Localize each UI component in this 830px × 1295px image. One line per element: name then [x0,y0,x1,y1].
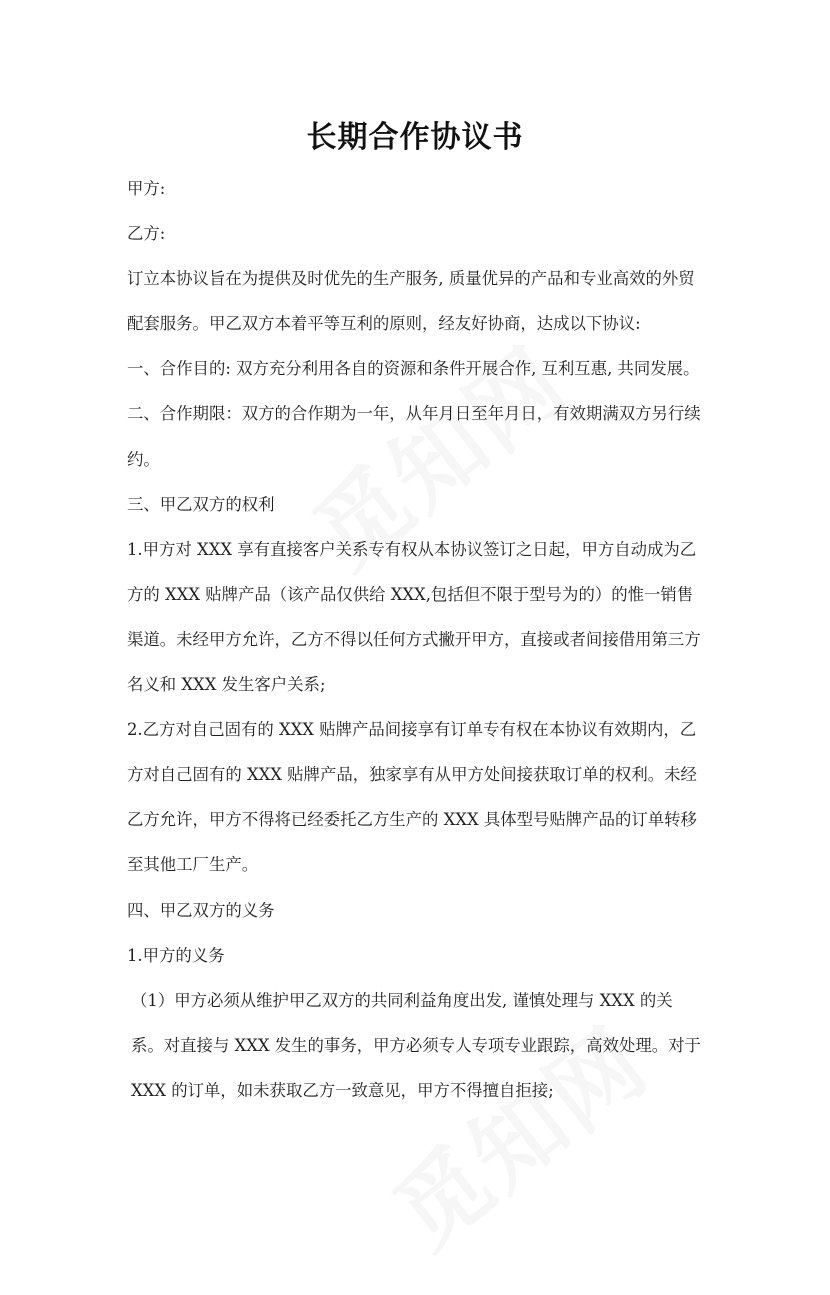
rights-clause-2: 2.乙方对自己固有的 XXX 贴牌产品间接享有订单专有权在本协议有效期内，乙方对自己固有的 XXX 贴牌产品，独家享有从甲方处间接获取订单的权利。未经乙方允许，甲方不得将已经委托乙方生产的 XXX 具体型号贴牌产品的订单转移至其他工厂生产。 [127,720,697,875]
rights-clause-1: 1.甲方对 XXX 享有直接客户关系专有权从本协议签订之日起，甲方自动成为乙方的 XXX 贴牌产品（该产品仅供给 XXX,包括但不限于型号为的）的惟一销售渠道。未经甲方允许，乙方不得以任何方式撇开甲方，直接或者间接借用第三方名义和 XXX 发生客户关系; [127,539,701,695]
preamble-paragraph: 订立本协议旨在为提供及时优先的生产服务, 质量优异的产品和专业高效的外贸配套服务。甲乙双方本着平等互利的原则，经友好协商，达成以下协议: [127,269,695,334]
party-b-line: 乙方: [127,224,166,244]
document-body [127,166,705,1113]
section-heading-rights: 三、甲乙双方的权利 [127,494,275,514]
document-title: 长期合作协议书 [306,120,524,155]
party-a-line: 甲方: [127,179,166,198]
obligation-clause-1: （1）甲方必须从维护甲乙双方的共同利益角度出发, 谨慎处理与 XXX 的关系。对直接与 XXX 发生的事务，甲方必须专人专项专业跟踪，高效处理。对于 XXX 的订单，如未获取乙方一致意见，甲方不得擅自拒接; [131,990,701,1100]
section-heading-obligations: 四、甲乙双方的义务 [127,900,275,920]
obligations-subheading-party-a: 1.甲方的义务 [127,945,225,965]
section-term: 二、合作期限：双方的合作期为一年，从年月日至年月日，有效期满双方另行续约。 [127,404,701,469]
section-purpose: 一、合作目的: 双方充分利用各自的资源和条件开展合作, 互利互惠, 共同发展。 [127,359,700,379]
